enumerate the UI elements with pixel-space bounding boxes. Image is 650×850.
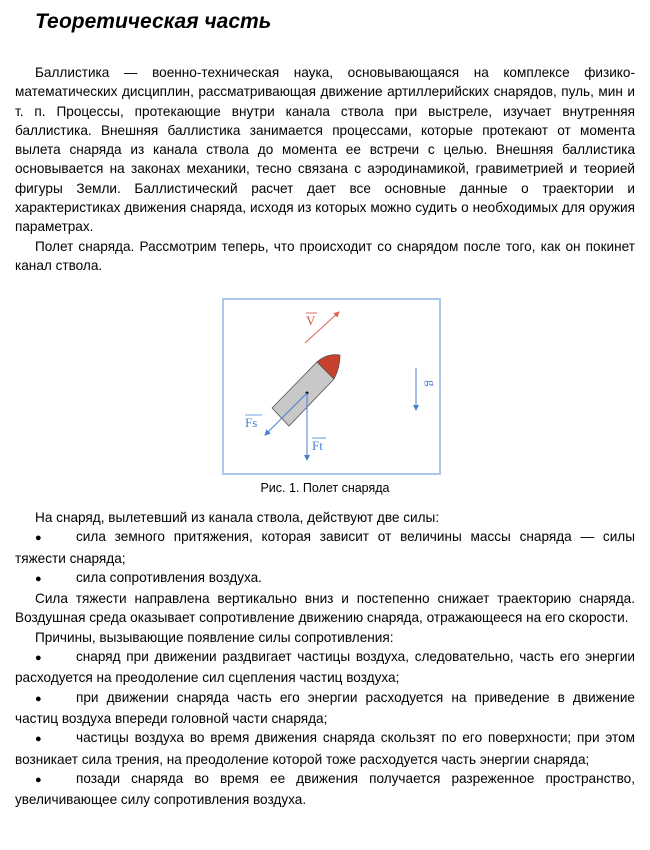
g-label: g xyxy=(424,380,439,387)
list-item: ● частицы воздуха во время движения снаряда скользят по его поверхности; при этом возникает сила трения, на преодоление которой тоже расходуется часть энергии снаряда; xyxy=(15,730,635,767)
bullet-icon: ● xyxy=(35,733,42,746)
paragraph: На снаряд, вылетевший из канала ствола, действуют две силы: xyxy=(35,510,440,525)
paragraph: Сила тяжести направлена вертикально вниз и постепенно снижает траекторию снаряда. Воздушная среда оказывает сопротивление движению снаряда, отражающееся на его скорости. xyxy=(15,591,635,626)
list-item: ● при движении снаряда часть его энергии расходуется на приведение в движение частиц воздуха впереди головной части снаряда; xyxy=(15,689,635,726)
figure-caption: Рис. 1. Полет снаряда xyxy=(260,481,390,495)
paragraph: Полет снаряда. Рассмотрим теперь, что происходит со снарядом после того, как он покинет канал ствола. xyxy=(15,238,635,273)
bullet-icon: ● xyxy=(35,692,42,705)
paragraph: Причины, вызывающие появление силы сопротивления: xyxy=(35,629,394,645)
bullet-icon: ● xyxy=(35,572,42,585)
body-text xyxy=(15,508,635,809)
intro-text xyxy=(15,63,635,275)
drag-force-label: Fs xyxy=(245,415,258,430)
bullet-icon: ● xyxy=(35,773,42,786)
page-title: Теоретическая часть xyxy=(35,10,272,33)
list-item: ● сила земного притяжения, которая зависит от величины массы снаряда — силы тяжести снаряда; xyxy=(15,529,635,566)
gravity-force-label: Ft xyxy=(312,438,323,453)
list-item: ● снаряд при движении раздвигает частицы воздуха, следовательно, часть его энергии расходуется на преодоление сил сцепления частиц воздуха; xyxy=(15,649,635,686)
figure-frame xyxy=(223,299,440,474)
bullet-icon: ● xyxy=(35,532,42,545)
list-item: ● позади снаряда во время ее движения получается разреженное пространство, увеличивающее силу сопротивления воздуха. xyxy=(15,770,635,808)
list-item: ● сила сопротивления воздуха. xyxy=(15,568,635,589)
projectile-figure xyxy=(222,298,441,475)
paragraph: Баллистика — военно-техническая наука, основывающаяся на комплексе физико-математических дисциплин, рассматривающая движение артиллерийских снарядов, пуль, мин и т. п. Процессы, протекающие внутри канала ствола при выстреле, изучает внутренняя баллистика. Внешняя баллистика занимается процессами, которые протекают от момента вылета снаряда из канала ствола до момента ее встречи с целью. Внешняя баллистика основывается на законах механики, тесно связана с аэродинамикой, гравиметрией и теорией фигуры Земли. Баллистический расчет дает все основные данные о траектории и характеристиках движения снаряда, исходя из которых можно судить о необходимых для оружия параметрах. xyxy=(15,65,635,235)
velocity-label: V xyxy=(306,313,316,328)
bullet-icon: ● xyxy=(35,652,42,665)
